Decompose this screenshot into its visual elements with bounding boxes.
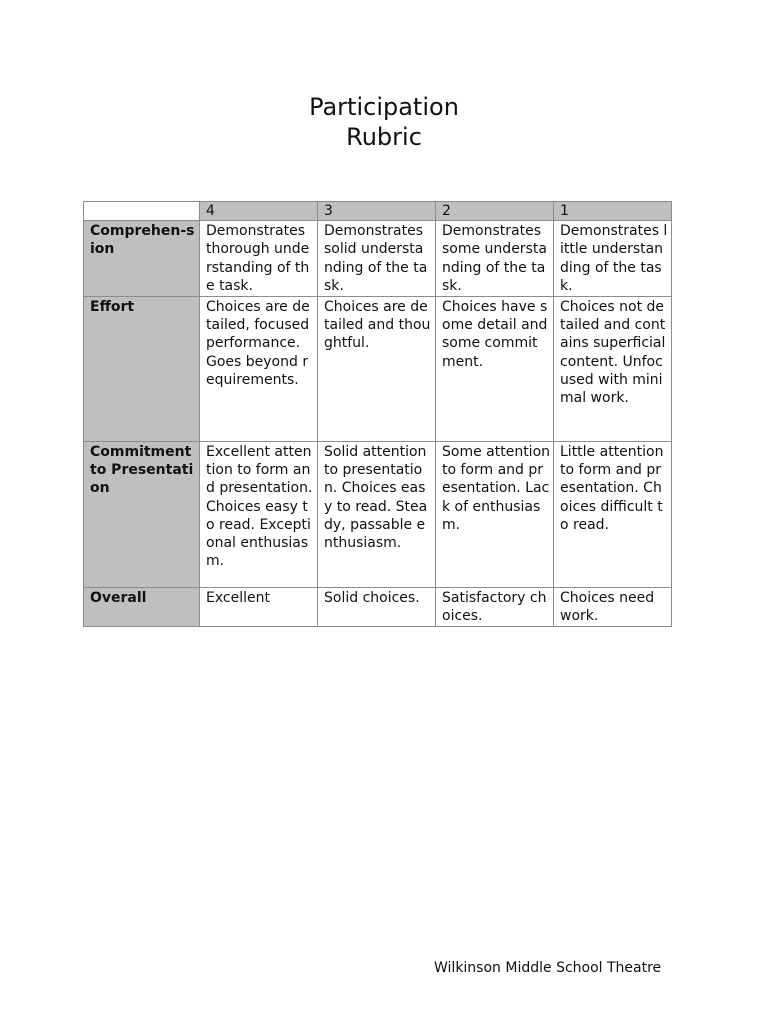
table-row <box>84 588 672 627</box>
rubric-cell: Solid attention to presentation. Choices easy to read. Steady, passable enthusiasm. <box>318 442 436 588</box>
table-row <box>84 221 672 297</box>
criterion-commitment: Commitment to Presentation <box>84 442 200 588</box>
corner-cell <box>84 202 200 221</box>
rubric-table <box>83 201 672 627</box>
rubric-cell: Choices have some detail and some commitment. <box>436 297 554 442</box>
rubric-cell: Demonstrates thorough understanding of the task. <box>200 221 318 297</box>
rubric-cell: Choices not detailed and contains superficial content. Unfocused with minimal work. <box>554 297 672 442</box>
rubric-cell: Demonstrates little understanding of the task. <box>554 221 672 297</box>
score-header-4: 4 <box>200 202 318 221</box>
rubric-cell: Some attention to form and presentation. Lack of enthusiasm. <box>436 442 554 588</box>
rubric-cell: Solid choices. <box>318 588 436 627</box>
criterion-effort: Effort <box>84 297 200 442</box>
rubric-cell: Choices are detailed and thoughtful. <box>318 297 436 442</box>
rubric-cell: Excellent <box>200 588 318 627</box>
rubric-cell: Demonstrates solid understanding of the task. <box>318 221 436 297</box>
criterion-overall: Overall <box>84 588 200 627</box>
document-title <box>0 92 768 152</box>
rubric-cell: Excellent attention to form and presentation. Choices easy to read. Exceptional enthusiasm. <box>200 442 318 588</box>
score-header-2: 2 <box>436 202 554 221</box>
rubric-cell: Choices need work. <box>554 588 672 627</box>
title-line-1: Participation <box>309 93 459 121</box>
score-header-1: 1 <box>554 202 672 221</box>
criterion-comprehension: Comprehen-sion <box>84 221 200 297</box>
table-row <box>84 442 672 588</box>
footer-school-name: Wilkinson Middle School Theatre <box>434 960 662 976</box>
score-header-row <box>84 202 672 221</box>
rubric-cell: Little attention to form and presentation. Choices difficult to read. <box>554 442 672 588</box>
rubric-cell: Demonstrates some understanding of the task. <box>436 221 554 297</box>
title-line-2: Rubric <box>346 123 422 151</box>
rubric-cell: Satisfactory choices. <box>436 588 554 627</box>
table-row <box>84 297 672 442</box>
rubric-cell: Choices are detailed, focused performance. Goes beyond requirements. <box>200 297 318 442</box>
score-header-3: 3 <box>318 202 436 221</box>
